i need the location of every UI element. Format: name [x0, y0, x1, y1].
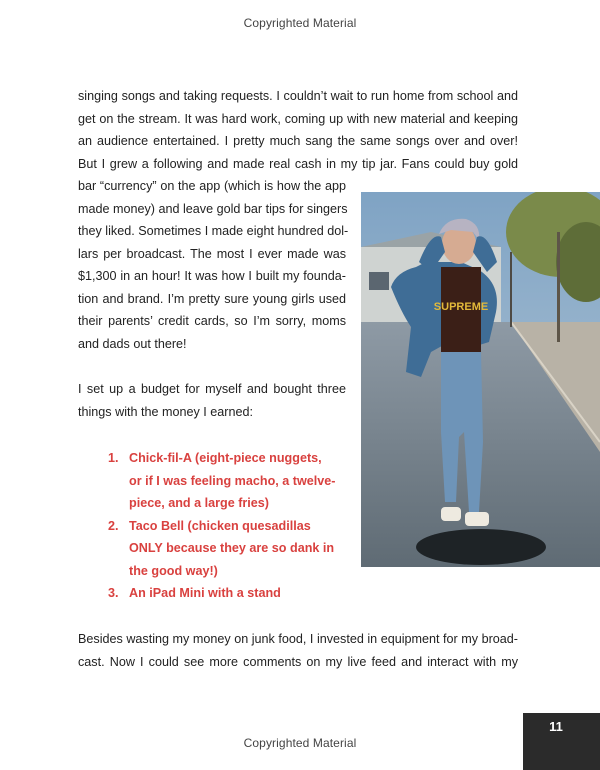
text-line: I set up a budget for myself and bought three — [78, 382, 346, 396]
paragraph-2 — [78, 378, 346, 423]
list-item — [108, 582, 348, 605]
list-item — [108, 447, 348, 515]
paragraph-3 — [78, 628, 518, 673]
copyright-watermark-top: Copyrighted Material — [243, 16, 357, 30]
text-line: $1,300 in an hour! It was how I built my founda- — [78, 269, 346, 283]
list-line: Chick-fil-A (eight-piece nuggets, — [129, 451, 322, 465]
list-line: An iPad Mini with a stand — [129, 586, 281, 600]
list-line: ONLY because they are so dank in — [129, 541, 335, 555]
text-line: cast. Now I could see more comments on my live feed and interact with my — [78, 654, 518, 669]
text-line: Besides wasting my money on junk food, I invested in equipment for my broad- — [78, 632, 518, 646]
shirt-text: SUPREME — [433, 301, 489, 313]
list-line: Taco Bell (chicken quesadillas — [129, 518, 311, 533]
text-line: and dads out there! — [78, 336, 187, 351]
text-line: their parents’ credit cards, so I’m sorry, moms — [78, 314, 346, 328]
list-line: the good way!) — [129, 563, 218, 578]
list-item — [108, 515, 348, 583]
photo-young-man-street — [361, 192, 600, 567]
text-line: tion and brand. I’m pretty sure young girls used — [78, 291, 346, 306]
copyright-watermark-bottom: Copyrighted Material — [243, 736, 357, 750]
list-line: or if I was feeling macho, a twelve- — [129, 473, 336, 488]
paragraph-1 — [78, 85, 518, 175]
list-number: 1. — [108, 451, 119, 465]
list-line: piece, and a large fries) — [129, 496, 269, 510]
text-line: bar “currency” on the app (which is how the app — [78, 179, 346, 193]
purchase-list — [108, 447, 348, 605]
list-number: 2. — [108, 518, 119, 533]
text-line: But I grew a following and made real cash in my tip jar. Fans could buy gold — [78, 156, 518, 171]
text-line: singing songs and taking requests. I couldn’t wait to run home from school and — [78, 89, 518, 103]
text-line: made money) and leave gold bar tips for singers — [78, 201, 348, 216]
text-line: things with the money I earned: — [78, 404, 254, 419]
photo-illustration — [361, 192, 600, 567]
list-number: 3. — [108, 586, 119, 600]
page-number: 11 — [549, 719, 563, 734]
paragraph-1-continued — [78, 175, 349, 355]
text-line: lars per broadcast. The most I ever made was — [78, 246, 346, 261]
text-line: an audience entertained. I pretty much sang the same songs over and over! — [78, 134, 518, 148]
text-line: they liked. Sometimes I made eight hundred dol- — [78, 224, 349, 238]
text-line: get on the stream. It was hard work, coming up with new material and keeping — [78, 111, 518, 126]
